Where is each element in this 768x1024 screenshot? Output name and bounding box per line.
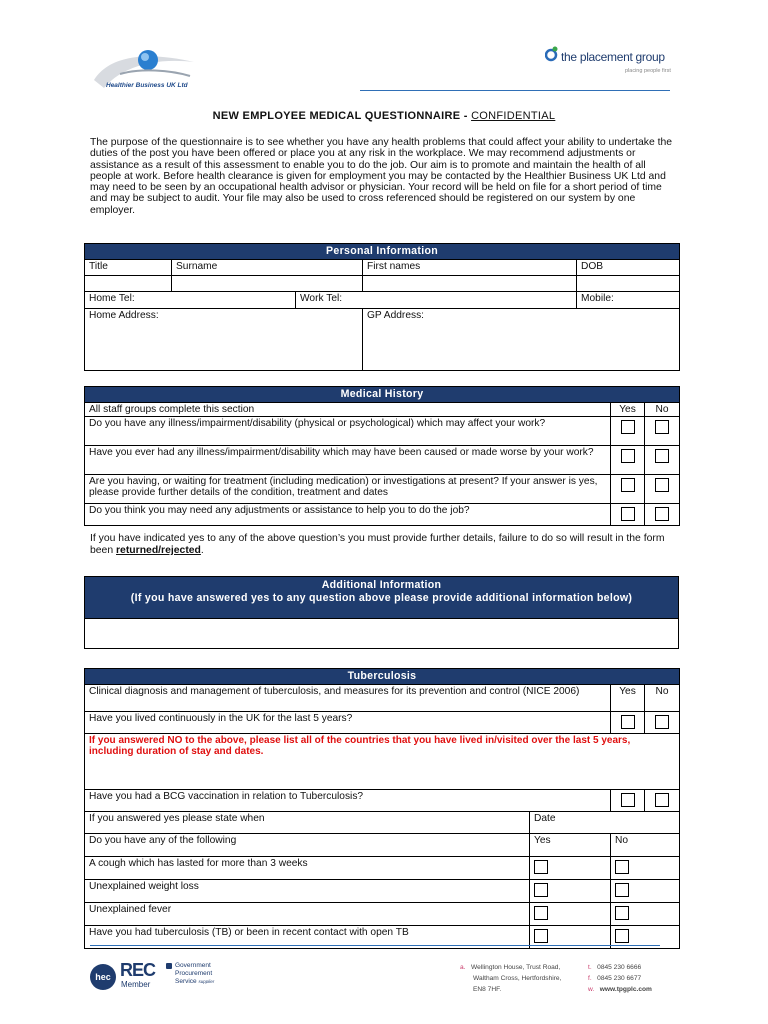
first-names-label: First names	[363, 260, 577, 276]
medical-intro-row: All staff groups complete this section	[85, 403, 611, 417]
header-divider	[360, 90, 670, 91]
tb-intro-row: Clinical diagnosis and management of tuberculosis, and measures for its prevention and control (NICE 2006)	[85, 685, 611, 712]
tb-fever-yes-checkbox[interactable]	[534, 906, 548, 920]
medical-q1-no-checkbox[interactable]	[655, 420, 669, 434]
medical-q2-no-checkbox[interactable]	[655, 449, 669, 463]
tb-red-note: If you answered NO to the above, please list all of the countries that you have lived in/visited over the last 5 years, including duration of stay and dates.	[89, 735, 631, 757]
home-tel-field[interactable]	[85, 292, 296, 309]
personal-header: Personal Information	[85, 244, 680, 260]
tel-number: 0845 230 6666	[597, 964, 642, 971]
mobile-field[interactable]	[577, 292, 680, 309]
work-tel-field[interactable]	[296, 292, 577, 309]
rec-member-text: Member	[121, 980, 151, 989]
document-title	[0, 110, 768, 122]
title-confidential: CONFIDENTIAL	[471, 110, 556, 122]
medical-q3-yes-checkbox[interactable]	[621, 478, 635, 492]
additional-header	[85, 577, 679, 619]
gov-line2: Procurement	[175, 970, 213, 977]
medical-history-table	[84, 386, 680, 526]
tb-question-when: If you answered yes please state when	[85, 812, 530, 834]
tb-question-uk: Have you lived continuously in the UK for the last 5 years?	[85, 712, 611, 734]
tb-symptom: Have you had tuberculosis (TB) or been in recent contact with open TB	[85, 926, 530, 949]
work-tel-label: Work Tel:	[300, 293, 343, 304]
tel-label: t.	[588, 964, 592, 971]
first-names-field[interactable]	[363, 276, 577, 292]
tb-countries-field[interactable]	[85, 734, 680, 790]
tuberculosis-table	[84, 668, 680, 949]
right-logo-text: the placement group	[561, 50, 665, 64]
address-line1: Wellington House, Trust Road,	[471, 964, 561, 971]
fax-label: f.	[588, 975, 592, 982]
address-label: a.	[460, 964, 466, 971]
gp-address-field[interactable]	[363, 309, 680, 371]
footer-divider	[90, 945, 660, 946]
intro-paragraph: The purpose of the questionnaire is to see whether you have any health problems that could affect your ability to undertake the duties of the post you have been offered or place you at any risk in the workplace. We may recommend adjustments or assistance as a result of this assessment to enable you to do the job. Our aim is to promote and maintain the health of all people at work. Before health clearance is given for employment you may be contacted by the Healthier Business UK Ltd and may need to be seen by an occupational health advisor or physician. Your record will be held on file for a short period of time and may be subject to audit. Your file may also be used to cross referenced should be registered on our system by one employer.	[90, 137, 673, 216]
additional-header-line1: Additional Information	[321, 579, 442, 591]
tb-date-label: Date	[534, 813, 556, 824]
gp-address-label: GP Address:	[367, 310, 425, 321]
website-link[interactable]: www.tpgplc.com	[599, 986, 652, 993]
tb-fever-no-checkbox[interactable]	[615, 906, 629, 920]
tb-no-header: No	[645, 685, 680, 712]
tb-contact-yes-checkbox[interactable]	[534, 929, 548, 943]
tb-contact-no-checkbox[interactable]	[615, 929, 629, 943]
additional-information-field[interactable]	[85, 619, 679, 649]
tb-uk-no-checkbox[interactable]	[655, 715, 669, 729]
right-logo-tagline: placing people first	[625, 68, 671, 74]
tb-cough-yes-checkbox[interactable]	[534, 860, 548, 874]
tb-question-following: Do you have any of the following	[85, 834, 530, 857]
medical-note-end: .	[200, 545, 204, 556]
tb-header: Tuberculosis	[85, 669, 680, 685]
web-label: w.	[588, 986, 595, 993]
tb-yes-header: Yes	[611, 685, 645, 712]
address-line2: Waltham Cross, Hertfordshire,	[473, 975, 562, 982]
dob-field[interactable]	[577, 276, 680, 292]
title-main: NEW EMPLOYEE MEDICAL QUESTIONNAIRE -	[212, 110, 472, 122]
tb-question-bcg: Have you had a BCG vaccination in relation to Tuberculosis?	[85, 790, 611, 812]
medical-q2-yes-checkbox[interactable]	[621, 449, 635, 463]
medical-question: Have you ever had any illness/impairment/disability which may have been caused or made worse by your work?	[85, 446, 611, 475]
gov-supplier: supplier	[198, 979, 215, 984]
tb-symptom: A cough which has lasted for more than 3 weeks	[85, 857, 530, 880]
left-logo-text: Healthier Business UK Ltd	[106, 82, 188, 89]
medical-q4-no-checkbox[interactable]	[655, 507, 669, 521]
footer-address	[460, 962, 561, 995]
home-address-label: Home Address:	[89, 310, 159, 321]
medical-q1-yes-checkbox[interactable]	[621, 420, 635, 434]
personal-information-table	[84, 243, 680, 371]
tb-bcg-yes-checkbox[interactable]	[621, 793, 635, 807]
address-line3: EN8 7HF.	[473, 986, 502, 993]
medical-note-emphasis: returned/rejected	[116, 545, 201, 556]
tb-following-yes-header: Yes	[530, 834, 611, 857]
gov-line1: Government	[175, 962, 211, 969]
medical-question: Do you think you may need any adjustments or assistance to help you to do the job?	[85, 504, 611, 526]
tb-symptom: Unexplained weight loss	[85, 880, 530, 903]
tb-bcg-no-checkbox[interactable]	[655, 793, 669, 807]
dob-label: DOB	[577, 260, 680, 276]
tb-cough-no-checkbox[interactable]	[615, 860, 629, 874]
home-tel-label: Home Tel:	[89, 293, 135, 304]
tb-uk-yes-checkbox[interactable]	[621, 715, 635, 729]
title-field[interactable]	[85, 276, 172, 292]
crown-icon	[166, 963, 172, 969]
medical-question: Are you having, or waiting for treatment (including medication) or investigations at present? If your answer is yes, please provide further details of the condition, treatment and dates	[85, 475, 611, 504]
medical-note-text: If you have indicated yes to any of the above question’s you must provide further details, failure to do so will result in the form been	[90, 533, 665, 556]
medical-header: Medical History	[85, 387, 680, 403]
surname-label: Surname	[172, 260, 363, 276]
tb-weight-no-checkbox[interactable]	[615, 883, 629, 897]
medical-yes-header: Yes	[611, 403, 645, 417]
additional-header-line2: (If you have answered yes to any question above please provide additional information below)	[130, 592, 633, 604]
gov-line3: Service	[175, 978, 197, 985]
medical-no-header: No	[645, 403, 680, 417]
surname-field[interactable]	[172, 276, 363, 292]
footer-logos	[90, 960, 230, 994]
tb-symptom: Unexplained fever	[85, 903, 530, 926]
healthier-business-logo	[90, 44, 200, 100]
mobile-label: Mobile:	[581, 293, 614, 304]
fax-number: 0845 230 6677	[597, 975, 642, 982]
title-label: Title	[85, 260, 172, 276]
medical-q3-no-checkbox[interactable]	[655, 478, 669, 492]
tb-weight-yes-checkbox[interactable]	[534, 883, 548, 897]
medical-question: Do you have any illness/impairment/disability (physical or psychological) which may affect your work?	[85, 417, 611, 446]
tb-date-field[interactable]	[530, 812, 680, 834]
placement-group-logo	[545, 44, 680, 84]
rec-logo: REC	[120, 960, 156, 980]
additional-information-table	[84, 576, 679, 649]
medical-note	[90, 533, 680, 557]
hec-logo: hec	[90, 964, 116, 990]
footer-contact	[588, 962, 652, 995]
home-address-field[interactable]	[85, 309, 363, 371]
medical-q4-yes-checkbox[interactable]	[621, 507, 635, 521]
tb-following-no-header: No	[611, 834, 680, 857]
